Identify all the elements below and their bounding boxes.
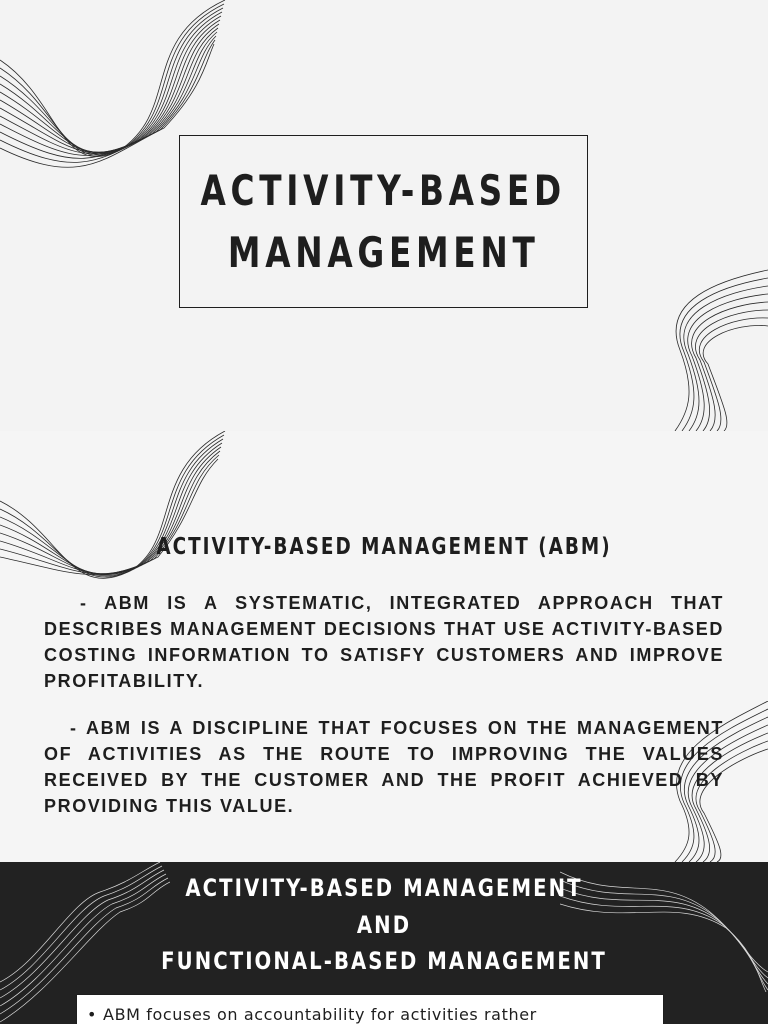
comparison-heading-line-3: FUNCTIONAL-BASED MANAGEMENT [161,947,607,975]
comparison-heading [0,870,768,980]
title-frame [179,135,588,308]
bullet-item: • ABM focuses on accountability for activities rather [87,1005,663,1024]
wave-line-art-right [650,260,768,431]
definition-paragraph-2: - ABM IS A DISCIPLINE THAT FOCUSES ON THE MANAGEMENT OF ACTIVITIES AS THE ROUTE TO IMPROVING THE VALUES RECEIVED BY THE CUSTOMER AND THE PROFIT ACHIEVED BY PROVIDING THIS VALUE. [44,718,724,816]
comparison-heading-line-1: ACTIVITY-BASED MANAGEMENT [185,874,583,902]
title-slide [0,0,768,431]
wave-line-art-left [0,431,240,611]
comparison-card [76,994,664,1024]
title-line-2: MANAGEMENT [227,227,540,277]
comparison-heading-line-2: AND [356,910,412,939]
section-heading: ACTIVITY-BASED MANAGEMENT (ABM) [156,534,612,560]
title-line-1: ACTIVITY-BASED [200,165,567,215]
definition-slide [0,431,768,862]
definition-paragraph-1: - ABM IS A SYSTEMATIC, INTEGRATED APPROACH THAT DESCRIBES MANAGEMENT DECISIONS THAT USE ACTIVITY-BASED COSTING INFORMATION TO SATISFY CUSTOMERS AND IMPROVE PROFITABILITY. [44,593,724,691]
